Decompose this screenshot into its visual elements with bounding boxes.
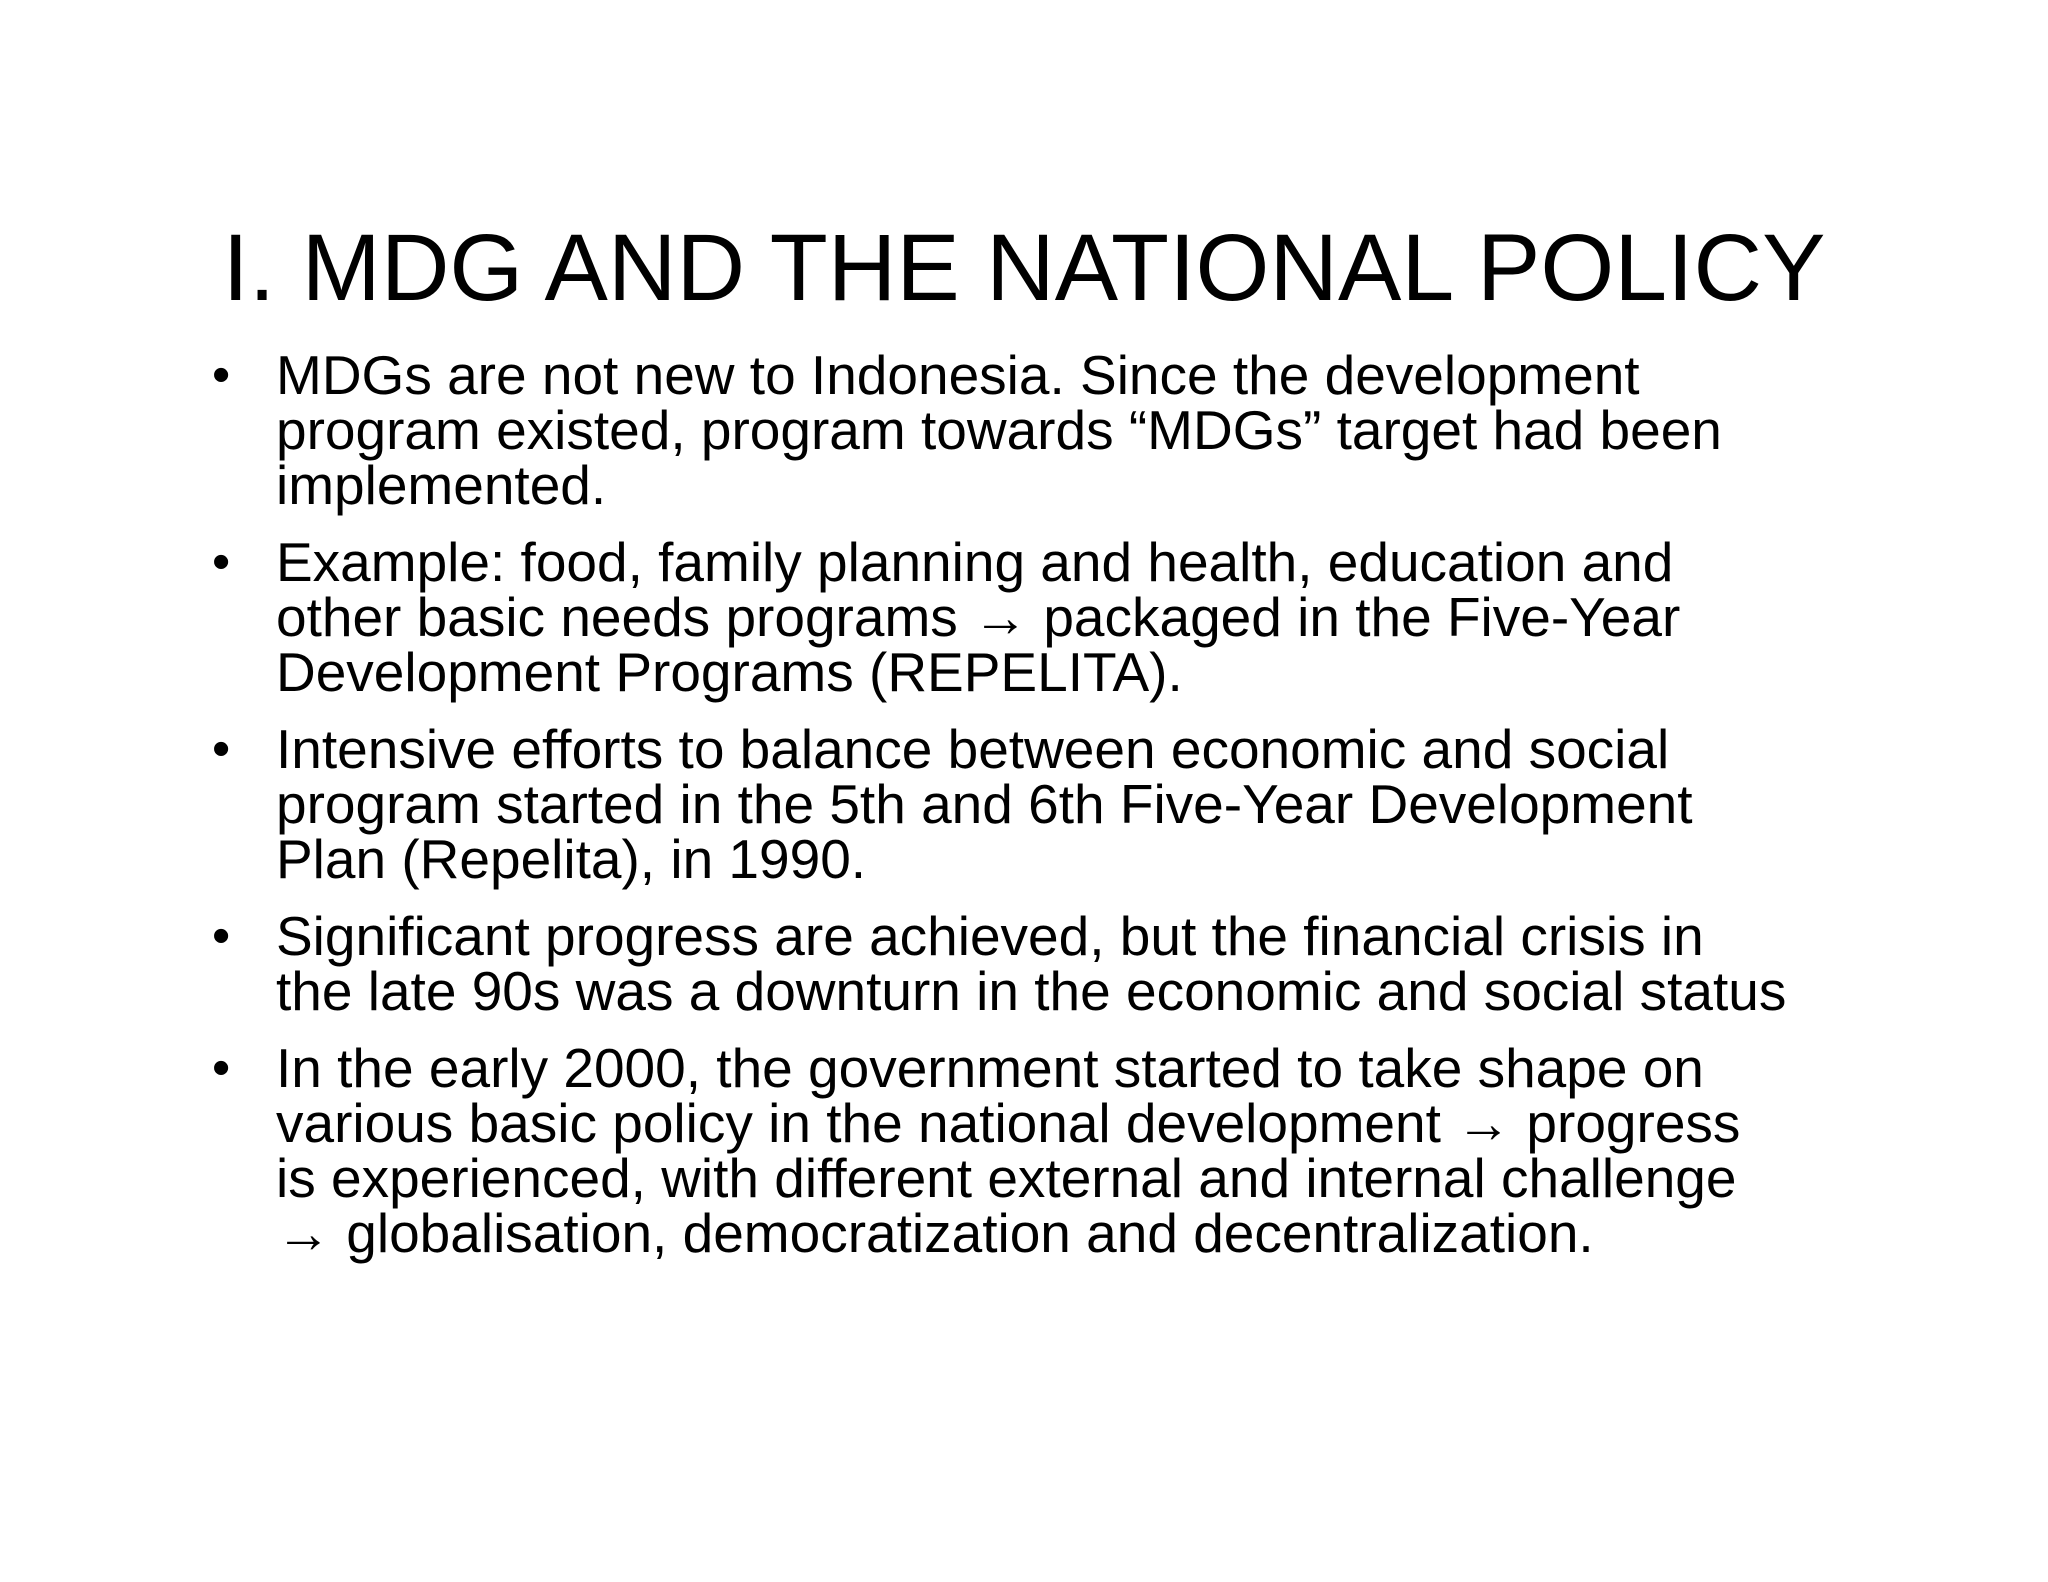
bullet-item (212, 531, 1892, 703)
bullet-line: Intensive efforts to balance between economic and social (276, 718, 1670, 780)
bullet-dot-icon: • (212, 907, 231, 965)
bullet-line: Example: food, family planning and health, education and (276, 531, 1674, 593)
bullet-line: Development Programs (REPELITA). (276, 641, 1183, 703)
bullet-line: program started in the 5th and 6th Five-Year Development (276, 773, 1693, 835)
bullet-dot-icon: • (212, 1039, 231, 1097)
bullet-item (212, 718, 1892, 890)
bullet-item (212, 905, 1892, 1022)
bullet-line: MDGs are not new to Indonesia. Since the development (276, 344, 1640, 406)
bullet-line: → globalisation, democratization and decentralization. (276, 1202, 1594, 1264)
bullet-item (212, 1037, 1892, 1264)
bullet-line: the late 90s was a downturn in the economic and social status (276, 960, 1787, 1022)
bullet-line: various basic policy in the national development → progress (276, 1092, 1741, 1154)
bullet-line: Significant progress are achieved, but the financial crisis in (276, 905, 1704, 967)
bullet-text (276, 718, 1892, 890)
bullet-line: implemented. (276, 454, 607, 516)
bullet-text (276, 905, 1892, 1022)
bullet-dot-icon: • (212, 346, 231, 404)
bullet-dot-icon: • (212, 533, 231, 591)
bullet-text (276, 1037, 1892, 1264)
bullet-list (212, 344, 1892, 1283)
bullet-line: other basic needs programs → packaged in the Five-Year (276, 586, 1681, 648)
bullet-item (212, 344, 1892, 516)
bullet-text (276, 344, 1892, 516)
slide-title: I. MDG AND THE NATIONAL POLICY (222, 215, 1826, 321)
bullet-line: In the early 2000, the government started to take shape on (276, 1037, 1704, 1099)
bullet-line: is experienced, with different external and internal challenge (276, 1147, 1737, 1209)
bullet-line: program existed, program towards “MDGs” target had been (276, 399, 1722, 461)
bullet-text (276, 531, 1892, 703)
bullet-dot-icon: • (212, 720, 231, 778)
bullet-line: Plan (Repelita), in 1990. (276, 828, 867, 890)
